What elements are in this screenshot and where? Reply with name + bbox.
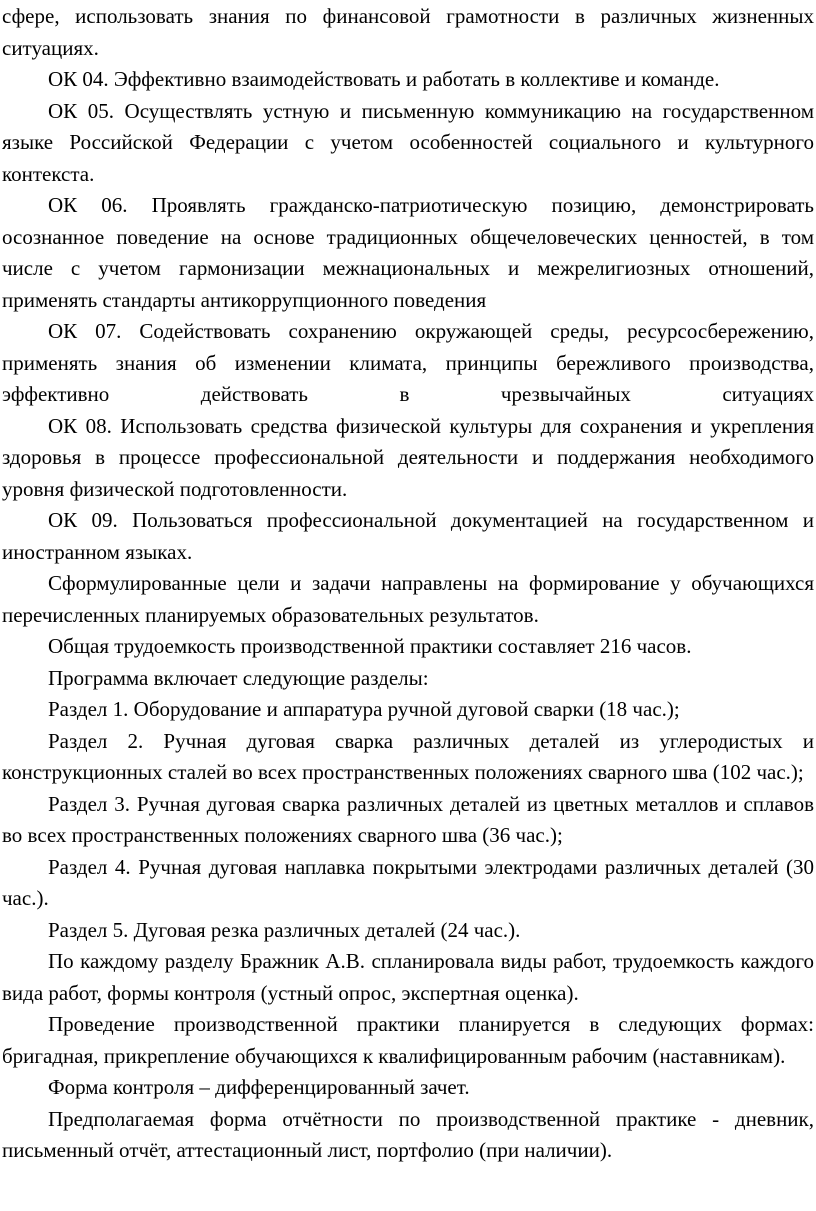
paragraph-program-sections-intro: Программа включает следующие разделы: [48,665,429,690]
paragraph-ok-05: ОК 05. Осуществлять устную и письменную коммуникацию на государственном языке Российской Федерации с учетом особенностей социального и культурного контекста. [2,98,814,186]
paragraph-ok-09: ОК 09. Пользоваться профессиональной документацией на государственном и иностранном языках. [2,508,814,564]
paragraph-section-4: Раздел 4. Ручная дуговая наплавка покрытыми электродами различных деталей (30 час.). [2,854,814,910]
paragraph-total-workload: Общая трудоемкость производственной практики составляет 216 часов. [48,634,692,658]
paragraph-section-3: Раздел 3. Ручная дуговая сварка различных деталей из цветных металлов и сплавов во всех пространственных положениях сварного шва (36 час.); [2,791,814,847]
paragraph-reporting-form: Предполагаемая форма отчётности по производственной практике - дневник, письменный отчёт, аттестационный лист, портфолио (при наличии). [2,1106,814,1162]
paragraph-section-5: Раздел 5. Дуговая резка различных деталей (24 час.). [48,917,521,942]
paragraph-ok-07: ОК 07. Содействовать сохранению окружающей среды, ресурсосбережению, применять знания об изменении климата, принципы бережливого производства, эффективно действовать в чрезвычайных ситуациях [2,319,814,406]
paragraph-control-form: Форма контроля – дифференцированный зачет. [48,1075,470,1099]
paragraph-section-2: Раздел 2. Ручная дуговая сварка различных деталей из углеродистых и конструкционных сталей во всех пространственных положениях сварного шва (102 час.); [2,728,814,784]
paragraph-section-1: Раздел 1. Оборудование и аппаратура ручной дуговой сварки (18 час.); [48,697,680,721]
paragraph-work-planning: По каждому разделу Бражник А.В. спланировала виды работ, трудоемкость каждого вида работ, формы контроля (устный опрос, экспертная оценка). [2,949,814,1005]
paragraph-goals-and-tasks: Сформулированные цели и задачи направлены на формирование у обучающихся перечисленных планируемых образовательных результатов. [2,571,814,627]
paragraph-continuation-financial-literacy: сфере, использовать знания по финансовой грамотности в различных жизненных ситуациях. [2,4,814,60]
paragraph-practice-forms: Проведение производственной практики планируется в следующих формах: бригадная, прикрепление обучающихся к квалифицированным рабочим (наставникам). [2,1012,814,1068]
paragraph-ok-04: ОК 04. Эффективно взаимодействовать и работать в коллективе и команде. [48,67,720,91]
paragraph-ok-06: ОК 06. Проявлять гражданско-патриотическую позицию, демонстрировать осознанное поведение на основе традиционных общечеловеческих ценностей, в том числе с учетом гармонизации межнациональных и межрелигиозных отношений, применять стандарты антикоррупционного поведения [2,193,814,312]
paragraph-ok-08: ОК 08. Использовать средства физической культуры для сохранения и укрепления здоровья в процессе профессиональной деятельности и поддержания необходимого уровня физической подготовленности. [2,413,814,501]
